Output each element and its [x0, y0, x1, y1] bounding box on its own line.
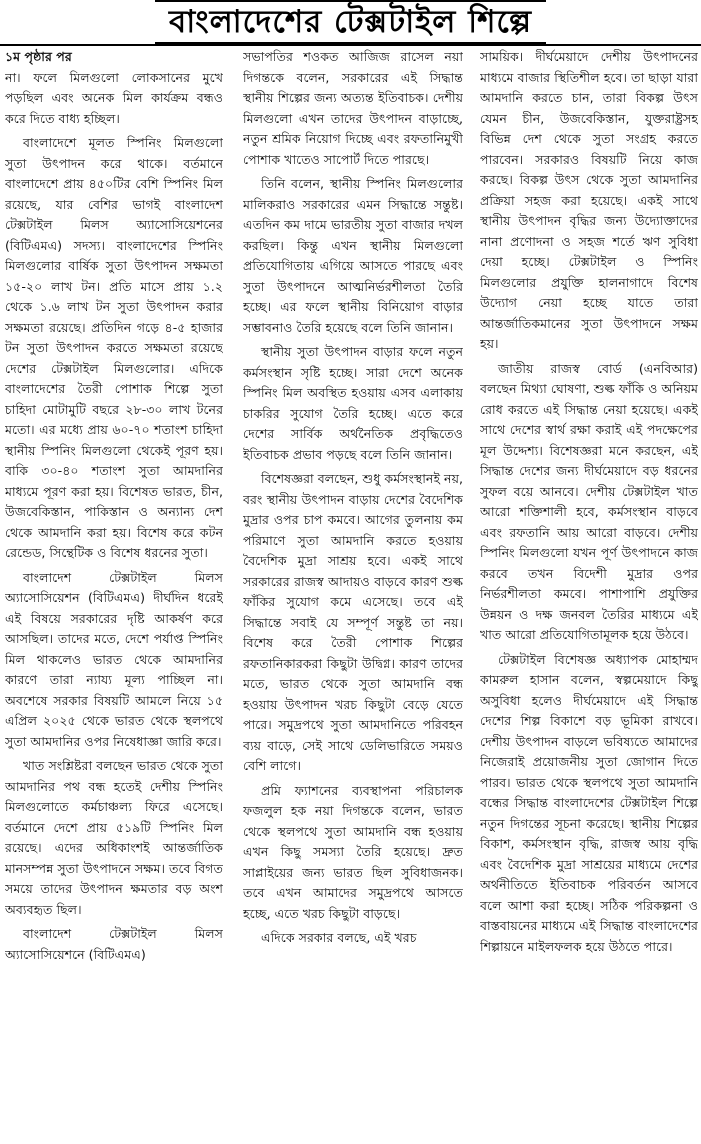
paragraph: বাংলাদেশ টেক্সটাইল মিলস অ্যাসোসিয়েশনে (বিটিএমএ)	[5, 926, 223, 962]
article-column-2	[243, 47, 463, 1141]
article-column-3	[480, 47, 698, 1141]
continuation-kicker: ১ম পৃষ্ঠার পর	[5, 49, 72, 64]
paragraph: সভাপতির শওকত আজিজ রাসেল নয়া দিগন্তকে বলেন, সরকারের এই সিদ্ধান্ত স্থানীয় শিল্পের জন্য অত্যন্ত ইতিবাচক। দেশীয় মিলগুলো এখন তাদের উৎপাদন বাড়াচ্ছে, নতুন শ্রমিক নিয়োগ দিচ্ছে এবং রফতানিমুখী পোশাক খাতেও সাপোর্ট দিতে পারছে।	[243, 49, 463, 167]
paragraph: এদিকে সরকার বলছে, এই খরচ	[261, 930, 417, 945]
paragraph: তিনি বলেন, স্থানীয় স্পিনিং মিলগুলোর মালিকরাও সরকারের এমন সিদ্ধান্তে সন্তুষ্ট। এতদিন কম দামে ভারতীয় সুতা বাজার দখল করছিল। কিন্তু এখন স্থানীয় মিলগুলো প্রতিযোগিতায় এগিয়ে আসতে পারছে এবং সুতা উৎপাদনে আত্মনির্ভরশীলতা তৈরি হচ্ছে। এর ফলে স্থানীয় বিনিয়োগ বাড়ার সম্ভাবনাও তৈরি হয়েছে বলে তিনি জানান।	[243, 176, 463, 335]
paragraph: টেক্সটাইল বিশেষজ্ঞ অধ্যাপক মোহাম্মদ কামরুল হাসান বলেন, স্বল্পমেয়াদে কিছু অসুবিধা হলেও দীর্ঘমেয়াদে এই সিদ্ধান্ত দেশের শিল্প বিকাশে বড় ভূমিকা রাখবে। দেশীয় উৎপাদন বাড়লে ভবিষ্যতে আমাদের নিজেরাই প্রয়োজনীয় সুতা জোগান দিতে পারব। ভারত থেকে স্থলপথে সুতা আমদানি বন্ধের সিদ্ধান্ত বাংলাদেশের টেক্সটাইল শিল্পে নতুন দিগন্তের সূচনা করেছে। স্থানীয় শিল্পের বিকাশ, কর্মসংস্থান বৃদ্ধি, রাজস্ব আয় বৃদ্ধি এবং বৈদেশিক মুদ্রা সাশ্রয়ের মাধ্যমে দেশের অর্থনীতিতে ইতিবাচক পরিবর্তন আসবে বলে আশা করা হচ্ছে। সঠিক পরিকল্পনা ও বাস্তবায়নের মাধ্যমে এই সিদ্ধান্ত বাংলাদেশের শিল্পায়নে মাইলফলক হয়ে উঠতে পারে।	[480, 651, 698, 954]
headline-bar	[0, 0, 701, 44]
article-column-1	[5, 47, 223, 1141]
headline: বাংলাদেশের টেক্সটাইল শিল্পে	[155, 0, 546, 46]
paragraph: স্থানীয় সুতা উৎপাদন বাড়ার ফলে নতুন কর্মসংস্থান সৃষ্টি হচ্ছে। সারা দেশে অনেক স্পিনিং মিল অবস্থিত হওয়ায় এসব এলাকায় চাকরির সুযোগ তৈরি হচ্ছে। এতে করে দেশের সার্বিক অর্থনৈতিক প্রবৃদ্ধিতেও ইতিবাচক প্রভাব পড়ছে বলে তিনি জানান।	[243, 344, 463, 462]
paragraph: বাংলাদেশ টেক্সটাইল মিলস অ্যাসোসিয়েশন (বিটিএমএ) দীর্ঘদিন ধরেই এই বিষয়ে সরকারের দৃষ্টি আকর্ষণ করে আসছিল। তাদের মতে, দেশে পর্যাপ্ত স্পিনিং মিল থাকলেও ভারত থেকে আমদানির কারণে তারা ন্যায্য মূল্য পাচ্ছিল না। অবশেষে সরকার বিষয়টি আমলে নিয়ে ১৫ এপ্রিল ২০২৫ থেকে ভারত থেকে স্থলপথে সুতা আমদানির ওপর নিষেধাজ্ঞা জারি করে।	[5, 569, 223, 749]
paragraph: সাময়িক। দীর্ঘমেয়াদে দেশীয় উৎপাদনের মাধ্যমে বাজার স্থিতিশীল হবে। তা ছাড়া যারা আমদানি করতে চান, তারা বিকল্প উৎস যেমন চীন, উজবেকিস্তান, যুক্তরাষ্ট্রসহ বিভিন্ন দেশ থেকে সুতা সংগ্রহ করতে পারবেন। সরকারও বিষয়টি নিয়ে কাজ করছে। বিকল্প উৎস থেকে সুতা আমদানির প্রক্রিয়া সহজ করা হয়েছে। একই সাথে স্থানীয় উৎপাদন বৃদ্ধির জন্য উদ্যোক্তাদের নানা প্রণোদনা ও সহজ শর্তে ঋণ সুবিধা দেয়া হচ্ছে। টেক্সটাইল ও স্পিনিং মিলগুলোর প্রযুক্তি হালনাগাদে বিশেষ উদ্যোগ নেয়া হচ্ছে যাতে তারা আন্তর্জাতিকমানের সুতা উৎপাদনে সক্ষম হয়।	[480, 49, 698, 351]
paragraph: জাতীয় রাজস্ব বোর্ড (এনবিআর) বলছেন মিথ্যা ঘোষণা, শুল্ক ফাঁকি ও অনিয়ম রোধ করতে এই সিদ্ধান্ত নেয়া হয়েছে। একই সাথে দেশের স্বার্থ রক্ষা করাই এই পদক্ষেপের মূল উদ্দেশ্য। বিশেষজ্ঞরা মনে করছেন, এই সিদ্ধান্ত দেশের জন্য দীর্ঘমেয়াদে বড় ধরনের সুফল বয়ে আনবে। দেশীয় টেক্সটাইল খাত আরো শক্তিশালী হবে, কর্মসংস্থান বাড়বে এবং রফতানি আয় আরো বাড়বে। দেশীয় স্পিনিং মিলগুলো যখন পূর্ণ উৎপাদনে কাজ করবে তখন বিদেশী মুদ্রার ওপর নির্ভরশীলতা কমবে। পাশাপাশি প্রযুক্তির উন্নয়ন ও দক্ষ জনবল তৈরির মাধ্যমে এই খাত আরো প্রতিযোগিতামূলক হয়ে উঠবে।	[480, 360, 698, 642]
paragraph: খাত সংশ্লিষ্টরা বলছেন ভারত থেকে সুতা আমদানির পথ বন্ধ হতেই দেশীয় স্পিনিং মিলগুলোতে কর্মচাঞ্চল্য ফিরে এসেছে। বর্তমানে দেশে প্রায় ৫১৯টি স্পিনিং মিল রয়েছে। এদের অধিকাংশই আন্তর্জাতিক মানসম্পন্ন সুতা উৎপাদনে সক্ষম। তবে বিগত সময়ে তাদের উৎপাদন ক্ষমতার বড় অংশ অব্যবহৃত ছিল।	[5, 758, 223, 917]
paragraph: বাংলাদেশে মূলত স্পিনিং মিলগুলো সুতা উৎপাদন করে থাকে। বর্তমানে বাংলাদেশে প্রায় ৪৫০টির বেশি স্পিনিং মিল রয়েছে, যার বেশির ভাগই বাংলাদেশ টেক্সটাইল মিলস অ্যাসোসিয়েশনের (বিটিএমএ) সদস্য। বাংলাদেশের স্পিনিং মিলগুলোর বার্ষিক সুতা উৎপাদন সক্ষমতা ১৫-২০ লাখ টন। প্রতি মাসে প্রায় ১.২ থেকে ১.৬ লাখ টন সুতা উৎপাদন করার সক্ষমতা রয়েছে। প্রতিদিন গড়ে ৪-৫ হাজার টন সুতা উৎপাদন করতে সক্ষমতা রয়েছে দেশের টেক্সটাইল মিলগুলোর। এদিকে বাংলাদেশের তৈরী পোশাক শিল্পে সুতা চাহিদা মোটামুটি বছরে ২৮-৩০ লাখ টনের মতো। এর মধ্যে প্রায় ৬০-৭০ শতাংশ চাহিদা স্থানীয় স্পিনিং মিলগুলো থেকেই পূরণ হয়। বাকি ৩০-৪০ শতাংশ সুতা আমদানির মাধ্যমে পূরণ করা হয়। বিশেষত ভারত, চীন, উজবেকিস্তান, পাকিস্তান ও অন্যান্য দেশ থেকে আমদানি করা হয়। বিশেষ করে কটন রেন্ডেড, সিন্থেটিক ও বিশেষ ধরনের সুতা।	[5, 135, 223, 560]
paragraph: প্রমি ফ্যাশনের ব্যবস্থাপনা পরিচালক ফজলুল হক নয়া দিগন্তকে বলেন, ভারত থেকে স্থলপথে সুতা আমদানি বন্ধ হওয়ায় এখন কিছু সমস্যা তৈরি হয়েছে। দ্রুত সাপ্লাইয়ের জন্য ভারত ছিল সুবিধাজনক। তবে এখন আমাদের সমুদ্রপথে আসতে হচ্ছে, এতে খরচ কিছুটা বাড়ছে।	[243, 782, 463, 921]
paragraph: না। ফলে মিলগুলো লোকসানের মুখে পড়ছিল এবং অনেক মিল কার্যক্রম বন্ধও করে দিতে বাধ্য হচ্ছিল।	[5, 69, 223, 126]
headline-rule	[0, 44, 701, 46]
paragraph: বিশেষজ্ঞরা বলছেন, শুধু কর্মসংস্থানই নয়, বরং স্থানীয় উৎপাদন বাড়ায় দেশের বৈদেশিক মুদ্রার ওপর চাপ কমবে। আগের তুলনায় কম পরিমাণে সুতা আমদানি করতে হওয়ায় বৈদেশিক মুদ্রা সাশ্রয় হবে। একই সাথে সরকারের রাজস্ব আদায়ও বাড়বে কারণ শুল্ক ফাঁকির সুযোগ কমে এসেছে। তবে এই সিদ্ধান্তে সবাই যে সম্পূর্ণ সন্তুষ্ট তা নয়। বিশেষ করে তৈরী পোশাক শিল্পের রফতানিকারকরা কিছুটা উদ্বিগ্ন। কারণ তাদের মতে, ভারত থেকে সুতা আমদানি বন্ধ হওয়ায় উৎপাদন খরচ কিছুটা বেড়ে যেতে পারে। সমুদ্রপথে সুতা আমদানিতে পরিবহন ব্যয় বাড়ে, সেই সাথে ডেলিভারিতে সময়ও বেশি লাগে।	[243, 471, 463, 773]
